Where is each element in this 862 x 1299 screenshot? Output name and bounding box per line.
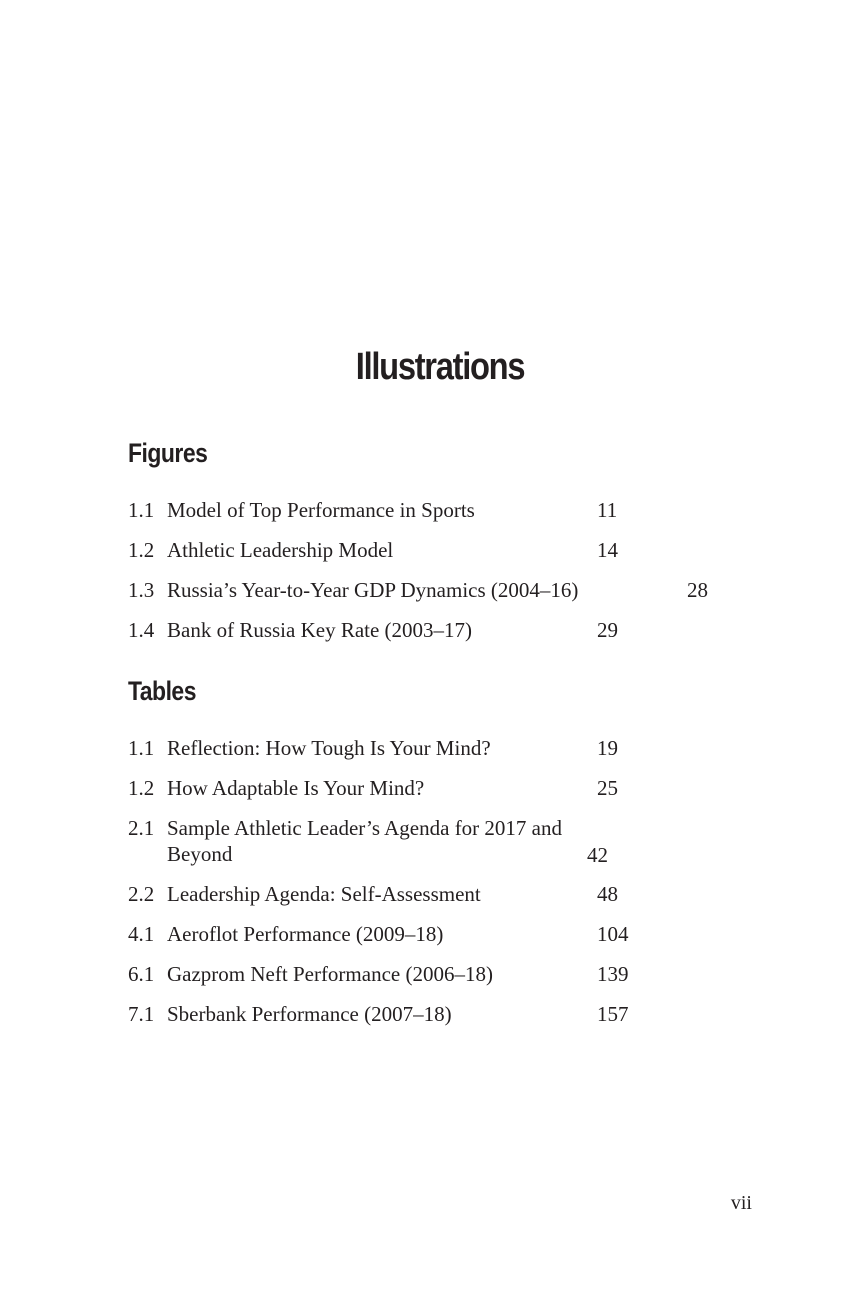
list-item — [128, 576, 752, 616]
list-item — [128, 774, 752, 814]
list-item — [128, 920, 752, 960]
entry-number: 1.2 — [128, 776, 155, 800]
entry-page-number: 157 — [597, 1002, 629, 1026]
entry-title: Sample Athletic Leader’s Agenda for 2017 and Beyond — [167, 816, 563, 866]
list-item — [128, 536, 752, 576]
entry-number: 2.1 — [128, 816, 155, 840]
page-folio: vii — [730, 1192, 752, 1214]
entry-page-number: 25 — [597, 776, 618, 800]
entry-number: 4.1 — [128, 922, 155, 946]
list-item — [128, 814, 752, 880]
entry-title: Bank of Russia Key Rate (2003–17) — [167, 618, 473, 642]
tables-heading: Tables — [128, 676, 196, 706]
figures-heading: Figures — [128, 438, 208, 468]
tables-list — [128, 734, 752, 1040]
entry-number: 2.2 — [128, 882, 155, 906]
entry-title: Reflection: How Tough Is Your Mind? — [167, 736, 491, 760]
entry-page-number: 48 — [597, 882, 618, 906]
entry-title: Aeroflot Performance (2009–18) — [167, 922, 444, 946]
entry-page-number: 29 — [597, 618, 618, 642]
list-item — [128, 734, 752, 774]
entry-number: 7.1 — [128, 1002, 155, 1026]
figures-list — [128, 496, 752, 656]
entry-page-number: 11 — [597, 498, 618, 522]
entry-number: 1.3 — [128, 578, 155, 602]
entry-number: 1.2 — [128, 538, 155, 562]
list-item — [128, 960, 752, 1000]
entry-title: Russia’s Year-to-Year GDP Dynamics (2004–16) — [167, 578, 579, 602]
entry-title: Athletic Leadership Model — [167, 538, 394, 562]
entry-number: 6.1 — [128, 962, 155, 986]
entry-page-number: 42 — [587, 843, 608, 867]
list-item — [128, 1000, 752, 1040]
entry-title: How Adaptable Is Your Mind? — [167, 776, 425, 800]
list-item — [128, 616, 752, 656]
entry-title: Sberbank Performance (2007–18) — [167, 1002, 452, 1026]
entry-title: Leadership Agenda: Self-Assessment — [167, 882, 481, 906]
list-item — [128, 880, 752, 920]
entry-number: 1.1 — [128, 736, 155, 760]
list-item — [128, 496, 752, 536]
entry-page-number: 104 — [597, 922, 629, 946]
page-title: Illustrations — [355, 346, 525, 388]
entry-page-number: 19 — [597, 736, 618, 760]
entry-title: Gazprom Neft Performance (2006–18) — [167, 962, 493, 986]
entry-page-number: 28 — [687, 578, 708, 602]
entry-page-number: 139 — [597, 962, 629, 986]
entry-title: Model of Top Performance in Sports — [167, 498, 475, 522]
entry-number: 1.4 — [128, 618, 155, 642]
entry-page-number: 14 — [597, 538, 618, 562]
entry-number: 1.1 — [128, 498, 155, 522]
